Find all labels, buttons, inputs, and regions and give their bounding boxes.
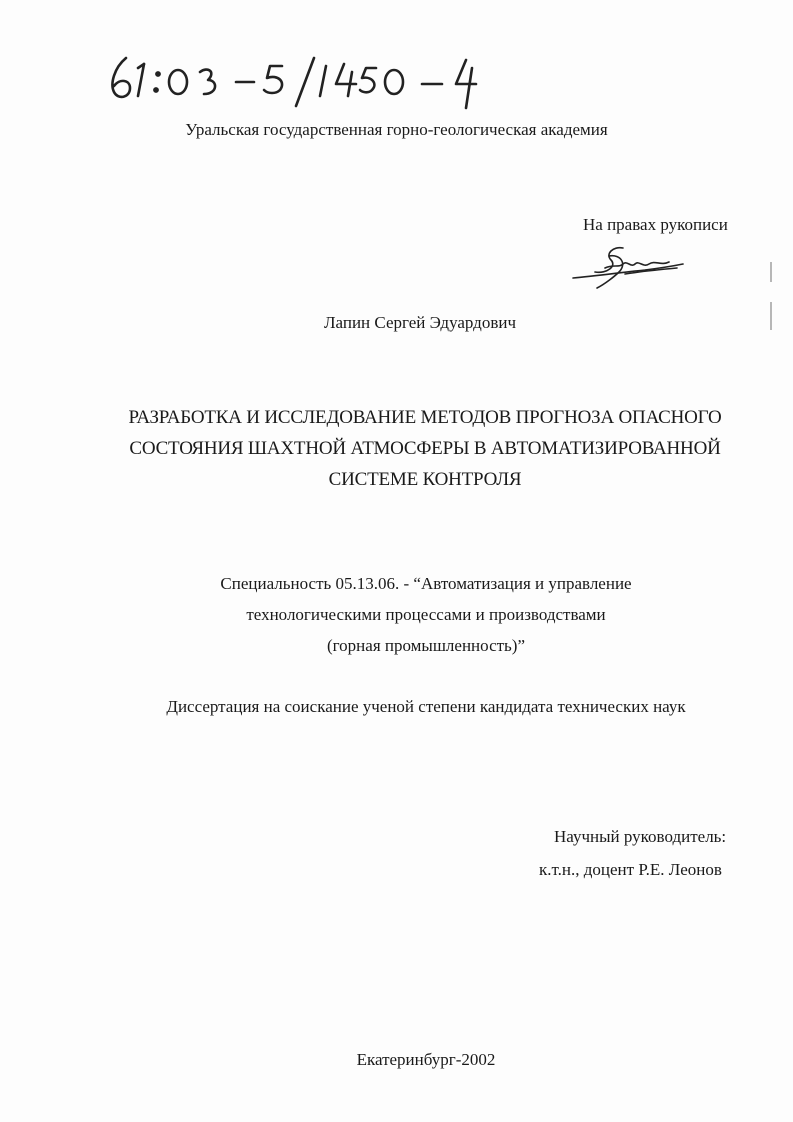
signature bbox=[565, 238, 690, 293]
title-line: СИСТЕМЕ КОНТРОЛЯ bbox=[328, 469, 522, 490]
supervisor-name: к.т.н., доцент Р.Е. Леонов bbox=[539, 860, 722, 879]
specialty-line: (горная промышленность)” bbox=[326, 636, 526, 655]
dissertation-degree: Диссертация на соискание ученой степени кандидата технических наук bbox=[166, 697, 686, 716]
specialty-line: технологическими процессами и производствами bbox=[246, 605, 606, 624]
scan-edge-mark bbox=[770, 262, 772, 282]
handwritten-catalog-code bbox=[104, 46, 504, 116]
city-year: Екатеринбург-2002 bbox=[356, 1050, 496, 1069]
scan-edge-mark bbox=[770, 302, 772, 330]
handwritten-code-drawing bbox=[104, 46, 504, 116]
title-line: РАЗРАБОТКА И ИССЛЕДОВАНИЕ МЕТОДОВ ПРОГНОЗА ОПАСНОГО bbox=[128, 407, 722, 428]
specialty-block bbox=[0, 568, 793, 661]
supervisor-label: Научный руководитель: bbox=[554, 827, 727, 846]
rights-note: На правах рукописи bbox=[583, 215, 728, 234]
title-line: СОСТОЯНИЯ ШАХТНОЙ АТМОСФЕРЫ В АВТОМАТИЗИРОВАННОЙ bbox=[129, 438, 721, 459]
specialty-line: Специальность 05.13.06. - “Автоматизация и управление bbox=[220, 574, 632, 593]
author-name: Лапин Сергей Эдуардович bbox=[324, 313, 516, 332]
academy-name: Уральская государственная горно-геологическая академия bbox=[185, 120, 608, 139]
signature-drawing bbox=[565, 238, 690, 293]
dissertation-title bbox=[0, 402, 793, 495]
